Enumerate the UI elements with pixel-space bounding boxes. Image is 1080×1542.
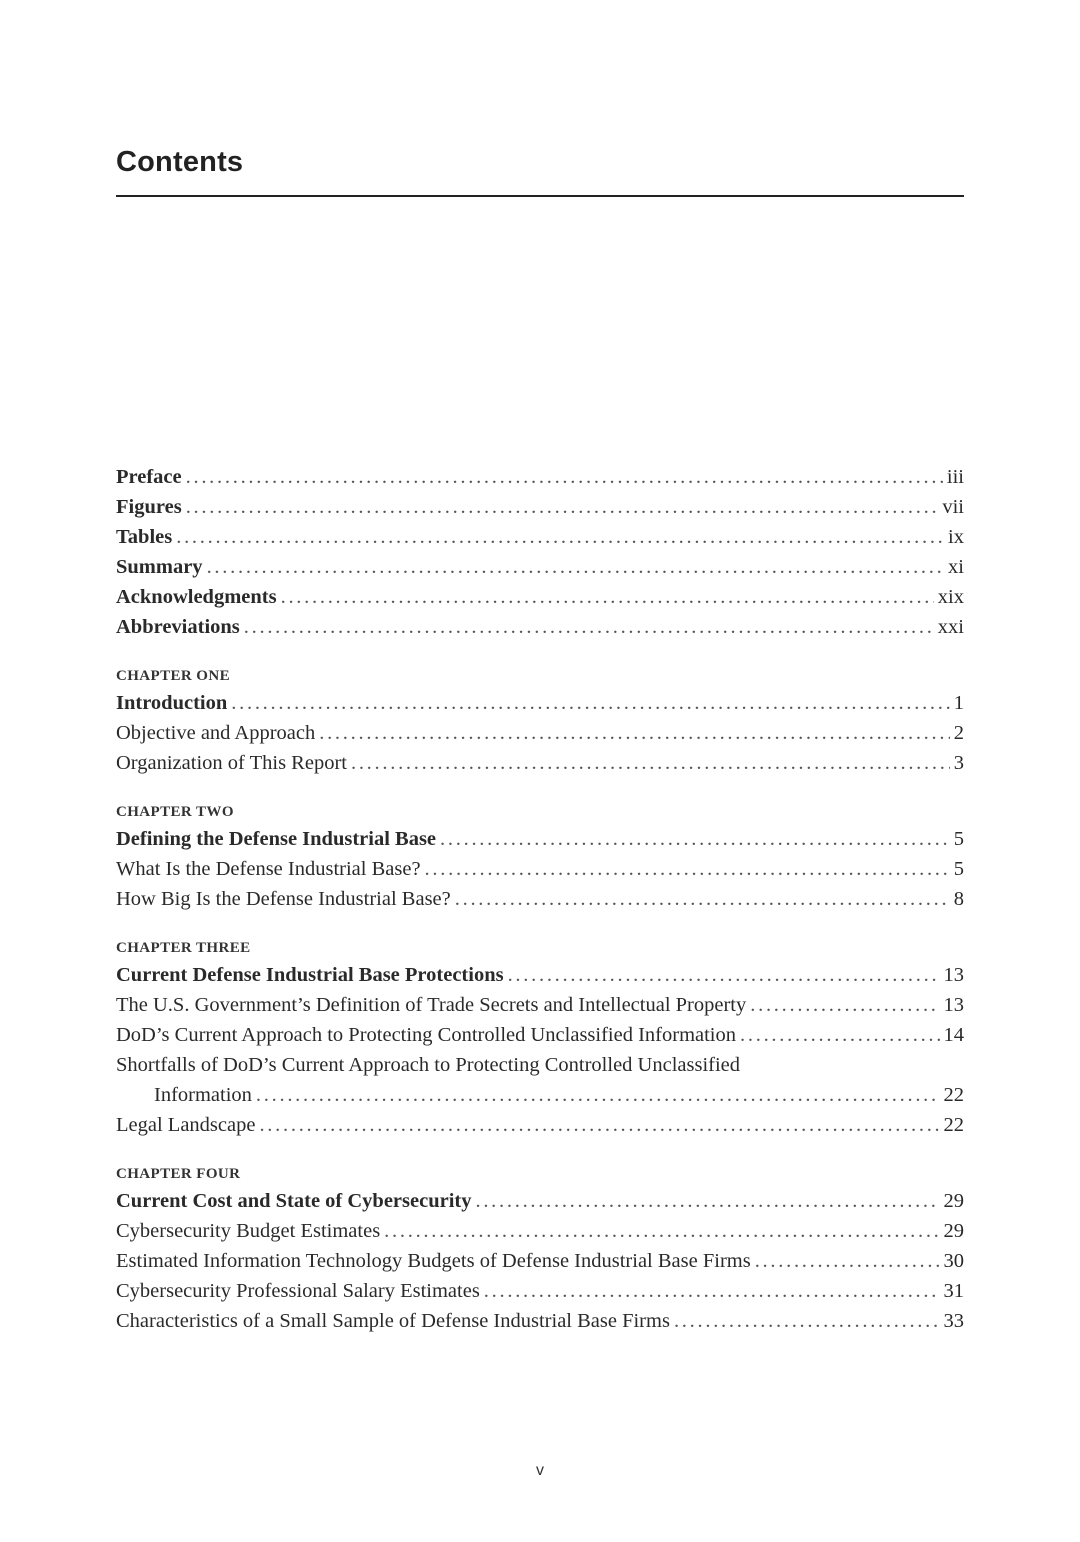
- dot-leader: [256, 1080, 940, 1110]
- toc-section-entry-continuation[interactable]: [116, 1080, 964, 1110]
- toc-section-entry[interactable]: [116, 990, 964, 1020]
- dot-leader: [351, 748, 950, 778]
- toc-entry-page: iii: [946, 466, 964, 488]
- toc-entry-page: 22: [943, 1114, 964, 1136]
- toc-entry-page: 33: [943, 1310, 964, 1332]
- toc-section-entry[interactable]: [116, 1246, 964, 1276]
- toc-entry-label: Current Cost and State of Cybersecurity: [116, 1190, 472, 1212]
- toc-entry-tables[interactable]: [116, 522, 964, 552]
- toc-entry-page: 1: [953, 692, 964, 714]
- dot-leader: [475, 1186, 939, 1216]
- toc-entry-label: What Is the Defense Industrial Base?: [116, 858, 421, 880]
- toc-entry-abbreviations[interactable]: [116, 612, 964, 642]
- toc-entry-label: Characteristics of a Small Sample of Defense Industrial Base Firms: [116, 1310, 670, 1332]
- toc-section-entry[interactable]: [116, 1020, 964, 1050]
- toc-entry-page: 3: [953, 752, 964, 774]
- dot-leader: [508, 960, 940, 990]
- toc-entry-label: Abbreviations: [116, 616, 240, 638]
- dot-leader: [244, 612, 934, 642]
- chapter-number-label: CHAPTER THREE: [116, 940, 251, 956]
- toc-entry-label: How Big Is the Defense Industrial Base?: [116, 888, 451, 910]
- toc-entry-label: Current Defense Industrial Base Protections: [116, 964, 504, 986]
- dot-leader: [755, 1246, 940, 1276]
- toc-entry-page: xi: [948, 556, 964, 578]
- toc-entry-page: 13: [943, 964, 964, 986]
- dot-leader: [319, 718, 950, 748]
- chapter-number-label: CHAPTER FOUR: [116, 1166, 241, 1182]
- toc-entry-page: 22: [943, 1084, 964, 1106]
- toc-entry-label: Summary: [116, 556, 203, 578]
- dot-leader: [750, 990, 939, 1020]
- toc-entry-page: vii: [942, 496, 964, 518]
- toc-chapter-title[interactable]: [116, 960, 964, 990]
- page-title: Contents: [116, 146, 244, 178]
- toc-entry-page: ix: [948, 526, 964, 548]
- toc-chapter-title[interactable]: [116, 1186, 964, 1216]
- toc-section-entry[interactable]: [116, 1216, 964, 1246]
- dot-leader: [186, 492, 939, 522]
- toc-section-entry[interactable]: [116, 1276, 964, 1306]
- chapter-number-label: CHAPTER ONE: [116, 668, 230, 684]
- dot-leader: [674, 1306, 940, 1336]
- toc-entry-label: Defining the Defense Industrial Base: [116, 828, 437, 850]
- toc-entry-label: DoD’s Current Approach to Protecting Controlled Unclassified Information: [116, 1024, 737, 1046]
- toc-chapter-title[interactable]: [116, 688, 964, 718]
- dot-leader: [186, 462, 943, 492]
- toc-entry-label: Acknowledgments: [116, 586, 277, 608]
- toc-section-entry[interactable]: [116, 1110, 964, 1140]
- toc-entry-page: 30: [943, 1250, 964, 1272]
- dot-leader: [425, 854, 950, 884]
- dot-leader: [455, 884, 950, 914]
- toc-entry-page: 31: [943, 1280, 964, 1302]
- toc-entry-label: Introduction: [116, 692, 228, 714]
- toc-entry-acknowledgments[interactable]: [116, 582, 964, 612]
- toc-entry-label: The U.S. Government’s Definition of Trade Secrets and Intellectual Property: [116, 994, 747, 1016]
- dot-leader: [207, 552, 944, 582]
- dot-leader: [281, 582, 934, 612]
- page-number: v: [536, 1462, 544, 1479]
- toc-entry-page: xxi: [937, 616, 964, 638]
- dot-leader: [259, 1110, 939, 1140]
- toc-section-entry[interactable]: [116, 854, 964, 884]
- toc-entry-page: 5: [953, 828, 964, 850]
- toc-entry-label: Organization of This Report: [116, 752, 347, 774]
- toc-entry-label: Estimated Information Technology Budgets of Defense Industrial Base Firms: [116, 1250, 751, 1272]
- toc-entry-page: 13: [943, 994, 964, 1016]
- toc-entry-label: Preface: [116, 466, 182, 488]
- toc-entry-page: 8: [953, 888, 964, 910]
- dot-leader: [440, 824, 950, 854]
- toc-section-entry[interactable]: [116, 748, 964, 778]
- toc-entry-label: Tables: [116, 526, 173, 548]
- dot-leader: [384, 1216, 939, 1246]
- toc-entry-label: Cybersecurity Budget Estimates: [116, 1220, 381, 1242]
- toc-entry-figures[interactable]: [116, 492, 964, 522]
- title-rule: [116, 195, 964, 197]
- toc-section-entry[interactable]: [116, 1306, 964, 1336]
- toc-entry-summary[interactable]: [116, 552, 964, 582]
- toc-entry-page: 14: [943, 1024, 964, 1046]
- toc-entry-label: Objective and Approach: [116, 722, 316, 744]
- toc-entry-page: xix: [937, 586, 964, 608]
- toc-entry-label: Figures: [116, 496, 182, 518]
- toc-section-entry-first-line[interactable]: Shortfalls of DoD’s Current Approach to Protecting Controlled Unclassified: [116, 1054, 741, 1076]
- toc-entry-label: Information: [154, 1084, 252, 1106]
- toc-entry-page: 29: [943, 1190, 964, 1212]
- dot-leader: [484, 1276, 940, 1306]
- dot-leader: [231, 688, 949, 718]
- toc-entry-label: Legal Landscape: [116, 1114, 256, 1136]
- toc-section-entry[interactable]: [116, 884, 964, 914]
- toc-entry-page: 5: [953, 858, 964, 880]
- dot-leader: [176, 522, 944, 552]
- toc-chapter-title[interactable]: [116, 824, 964, 854]
- toc-entry-page: 2: [953, 722, 964, 744]
- toc-entry-label: Cybersecurity Professional Salary Estimates: [116, 1280, 480, 1302]
- toc-entry-page: 29: [943, 1220, 964, 1242]
- dot-leader: [740, 1020, 939, 1050]
- toc-entry-preface[interactable]: [116, 462, 964, 492]
- chapter-number-label: CHAPTER TWO: [116, 804, 234, 820]
- toc-section-entry[interactable]: [116, 718, 964, 748]
- table-of-contents: [116, 462, 964, 1336]
